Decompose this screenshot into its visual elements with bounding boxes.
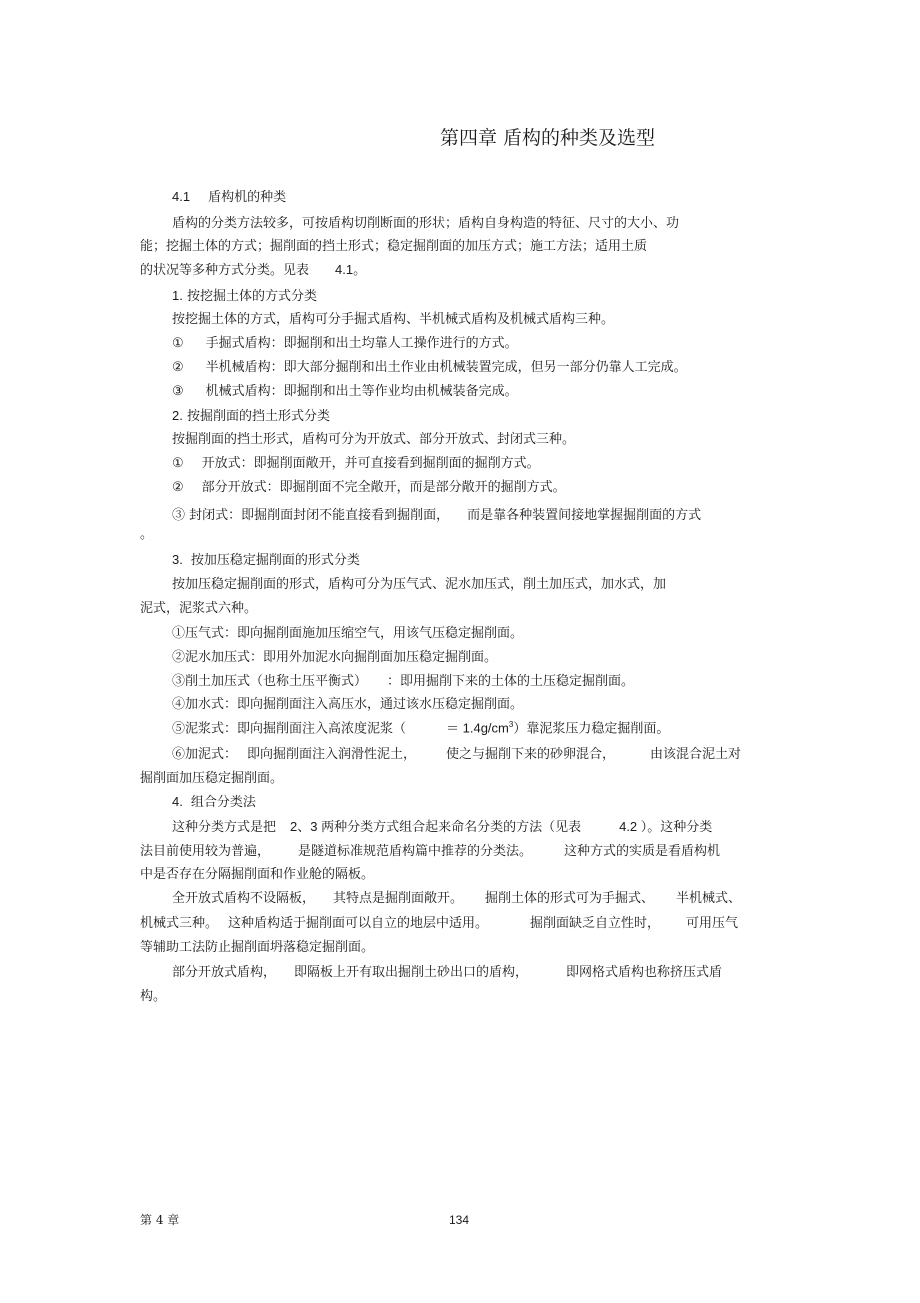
paragraph-line bbox=[172, 818, 712, 837]
paragraph-line: 构。 bbox=[140, 989, 167, 1004]
text-run: 可用压气 bbox=[686, 916, 739, 931]
heading-number: 2. bbox=[172, 408, 183, 423]
density-value: ＝ 1.4g/cm bbox=[446, 720, 509, 736]
text-run: 即向掘削面注入润滑性泥土， bbox=[247, 747, 417, 762]
text-run: ⑥加泥式： bbox=[172, 747, 238, 762]
section-heading-4-1 bbox=[172, 188, 286, 207]
heading-3 bbox=[172, 551, 360, 570]
heading-text: 组合分类法 bbox=[190, 795, 256, 810]
text-run: 即网格式盾构也称挤压式盾 bbox=[566, 965, 723, 980]
heading-4 bbox=[172, 793, 256, 812]
section-number: 4.1 bbox=[172, 189, 191, 204]
text-run: 掘削面缺乏自立性时， bbox=[530, 916, 661, 931]
paragraph-line bbox=[172, 964, 722, 982]
heading-text: 按挖掘土体的方式分类 bbox=[186, 289, 317, 304]
text-run: 这种分类方式是把 bbox=[172, 820, 277, 835]
text-run: 2、3 两种分类方式组合起来命名分类的方法（见表 bbox=[290, 819, 582, 834]
item-mark: ① bbox=[172, 456, 184, 471]
text-run: 4.2 ）。这种分类 bbox=[619, 819, 713, 834]
item-text: 开放式：即掘削面敞开，并可直接看到掘削面的掘削方式。 bbox=[201, 456, 540, 471]
item-mark: ② bbox=[172, 360, 184, 375]
item-mark: ② bbox=[172, 480, 184, 495]
paragraph-line: 中是否存在分隔掘削面和作业舱的隔板。 bbox=[140, 867, 375, 882]
item-text: 部分开放式：即掘削面不完全敞开，而是部分敞开的掘削方式。 bbox=[201, 480, 566, 495]
paragraph-line bbox=[172, 890, 741, 908]
superscript: 3 bbox=[508, 720, 514, 729]
text-run: 的状况等多种方式分类。见表 bbox=[140, 263, 310, 278]
paragraph-line: 泥式，泥浆式六种。 bbox=[140, 601, 258, 616]
text-run: 部分开放式盾构， bbox=[172, 965, 277, 980]
paragraph-line bbox=[140, 843, 720, 861]
text-run: 掘削土体的形式可为手掘式、 bbox=[485, 891, 655, 906]
list-item bbox=[172, 455, 540, 473]
footer-chapter: 第 4 章 bbox=[140, 1213, 180, 1227]
list-item bbox=[172, 335, 518, 353]
item-text: 机械式盾构：即掘削和出土等作业均由机械装备完成。 bbox=[205, 384, 518, 399]
list-item bbox=[172, 716, 669, 738]
text-run: ③ 封闭式：即掘削面封闭不能直接看到掘削面， bbox=[172, 508, 450, 523]
text-run: ：即用掘削下来的土体的土压稳定掘削面。 bbox=[387, 674, 635, 689]
heading-number: 4. bbox=[172, 794, 183, 809]
paragraph-line: 。 bbox=[140, 527, 154, 542]
item-text: 半机械盾构：即大部分掘削和出土作业由机械装置完成，但另一部分仍靠人工完成。 bbox=[205, 360, 687, 375]
text-run: 半机械式、 bbox=[676, 891, 742, 906]
text-run: ）靠泥浆压力稳定掘削面。 bbox=[513, 721, 670, 737]
text-run: ⑤泥浆式：即向掘削面注入高浓度泥浆（ bbox=[172, 721, 407, 737]
text-run: 法目前使用较为普遍， bbox=[140, 844, 271, 859]
item-text: 手掘式盾构：即掘削和出土均靠人工操作进行的方式。 bbox=[205, 336, 518, 351]
list-item bbox=[172, 746, 741, 764]
list-item bbox=[172, 383, 518, 401]
text-run: 是隧道标准规范盾构篇中推荐的分类法。 bbox=[298, 844, 533, 859]
text-run: ③削土加压式（也称土压平衡式） bbox=[172, 674, 368, 689]
list-item bbox=[172, 673, 634, 691]
text-run: 而是靠各种装置间接地掌握掘削面的方式 bbox=[467, 508, 702, 523]
paragraph-line: 按加压稳定掘削面的形式，盾构可分为压气式、泥水加压式，削土加压式，加水式，加 bbox=[172, 577, 667, 592]
text-run: 机械式三种。 bbox=[140, 916, 219, 931]
text-run: 其特点是掘削面敞开。 bbox=[333, 891, 464, 906]
list-item: ①压气式：即向掘削面施加压缩空气，用该气压稳定掘削面。 bbox=[172, 626, 524, 641]
item-mark: ① bbox=[172, 336, 184, 351]
table-ref: 4.1。 bbox=[335, 262, 367, 277]
list-item: ④加水式：即向掘削面注入高压水，通过该水压稳定掘削面。 bbox=[172, 697, 524, 712]
heading-number: 3. bbox=[172, 552, 183, 567]
paragraph-line: 盾构的分类方法较多，可按盾构切削断面的形状；盾构自身构造的特征、尺寸的大小、功 bbox=[172, 216, 680, 231]
paragraph-line: 等辅助工法防止掘削面坍落稳定掘削面。 bbox=[140, 940, 375, 955]
paragraph-line: 按挖掘土体的方式，盾构可分手掘式盾构、半机械式盾构及机械式盾构三种。 bbox=[172, 312, 615, 327]
heading-number: 1. bbox=[172, 288, 183, 303]
heading-text: 按加压稳定掘削面的形式分类 bbox=[190, 553, 360, 568]
list-item bbox=[172, 479, 566, 497]
list-item: ②泥水加压式：即用外加泥水向掘削面加压稳定掘削面。 bbox=[172, 650, 498, 665]
list-item bbox=[172, 507, 701, 525]
paragraph-line: 掘削面加压稳定掘削面。 bbox=[140, 771, 284, 786]
paragraph-line: 能；挖掘土体的方式；掘削面的挡土形式；稳定掘削面的加压方式；施工方法；适用土质 bbox=[140, 239, 648, 254]
text-run: 这种方式的实质是看盾构机 bbox=[564, 844, 721, 859]
text-run: 即隔板上开有取出掘削土砂出口的盾构， bbox=[294, 965, 529, 980]
text-run: 使之与掘削下来的砂卵混合， bbox=[446, 747, 616, 762]
page-title: 第四章 盾构的种类及选型 bbox=[440, 127, 656, 149]
item-mark: ③ bbox=[172, 384, 184, 399]
text-run: 全开放式盾构不设隔板， bbox=[172, 891, 316, 906]
page-number: 134 bbox=[449, 1213, 470, 1227]
text-run: 这种盾构适于掘削面可以自立的地层中适用。 bbox=[228, 916, 489, 931]
text-run: 由该混合泥土对 bbox=[650, 747, 742, 762]
paragraph-line bbox=[140, 915, 738, 933]
paragraph-line bbox=[140, 261, 366, 280]
heading-text: 按掘削面的挡土形式分类 bbox=[186, 409, 330, 424]
paragraph-line: 按掘削面的挡土形式，盾构可分为开放式、部分开放式、封闭式三种。 bbox=[172, 432, 576, 447]
section-title: 盾构机的种类 bbox=[208, 190, 287, 205]
list-item bbox=[172, 359, 687, 377]
heading-1 bbox=[172, 287, 317, 306]
heading-2 bbox=[172, 407, 330, 426]
